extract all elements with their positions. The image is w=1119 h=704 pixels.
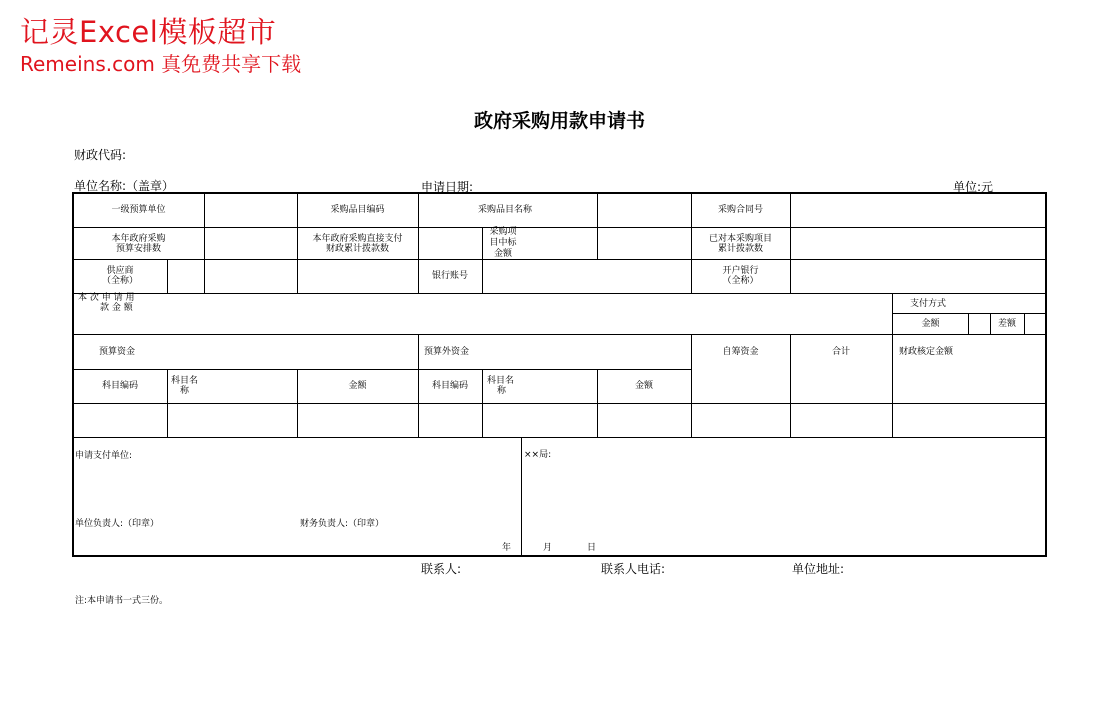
bid-amount-label-1: 采购项 [489, 227, 517, 237]
subject-code-label-2: 科目编码 [431, 381, 468, 391]
annual-budget-label-1: 本年政府采购 [111, 234, 166, 244]
apply-amount-label-2: 款 金 额 [100, 303, 133, 313]
supplier-label-2: （全称） [101, 276, 138, 286]
bank-account-label: 银行账号 [431, 271, 468, 281]
supplier-label-1: 供应商 [106, 266, 134, 276]
bank-label-2: （全称） [722, 276, 759, 286]
unit-label: 单位:元 [953, 180, 994, 194]
approved-amount-label: 财政核定金额 [899, 347, 954, 357]
pay-diff-label: 差额 [997, 319, 1016, 329]
footnote: 注:本申请书一式三份。 [75, 596, 169, 606]
total-label: 合计 [831, 347, 850, 357]
month-label: 月 [543, 543, 553, 553]
bid-amount-label-2: 目中标 [489, 238, 517, 248]
subject-name-label-1b: 称 [180, 386, 190, 396]
apply-amount-label-1: 本 次 申 请 用 [78, 293, 135, 303]
self-raised-label: 自筹资金 [722, 347, 759, 357]
direct-pay-label-1: 本年政府采购直接支付 [312, 234, 403, 244]
bank-label-1: 开户银行 [722, 266, 759, 276]
unit-head-label: 单位负责人:（印章） [75, 519, 160, 529]
contact-phone-label: 联系人电话: [601, 562, 666, 576]
amount-label-2: 金额 [634, 381, 653, 391]
bureau-label: ××局: [524, 450, 552, 460]
contact-label: 联系人: [421, 562, 462, 576]
annual-budget-label-2: 预算安排数 [115, 244, 161, 254]
paid-label-2: 累计拨款数 [717, 244, 763, 254]
extra-budget-label: 预算外资金 [424, 347, 470, 357]
watermark-title: 记灵Excel模板超市 [20, 15, 277, 49]
paid-label-1: 已对本采购项目 [708, 234, 772, 244]
finance-head-label: 财务负责人:（印章） [300, 519, 385, 529]
amount-label-1: 金额 [348, 381, 367, 391]
day-label: 日 [587, 543, 597, 553]
pay-method-label: 支付方式 [910, 299, 947, 309]
pay-amount-label: 金额 [921, 319, 940, 329]
budget-funds-label: 预算资金 [99, 347, 136, 357]
subject-name-label-2a: 科目名 [487, 376, 515, 386]
item-name-label: 采购品目名称 [477, 205, 532, 215]
first-budget-unit-label: 一级预算单位 [111, 205, 166, 215]
item-code-label: 采购品目编码 [330, 205, 385, 215]
contract-no-label: 采购合同号 [717, 205, 763, 215]
subject-name-label-2b: 称 [497, 386, 507, 396]
watermark-subtitle: Remeins.com 真免费共享下载 [20, 52, 302, 76]
bid-amount-label-3: 金额 [493, 249, 512, 259]
finance-code-label: 财政代码: [74, 148, 127, 162]
subject-name-label-1a: 科目名 [171, 376, 199, 386]
apply-date-label: 申请日期: [421, 180, 474, 194]
unit-address-label: 单位地址: [792, 562, 845, 576]
subject-code-label-1: 科目编码 [101, 381, 138, 391]
unit-name-label: 单位名称:（盖章） [74, 179, 175, 193]
apply-unit-label: 申请支付单位: [75, 451, 133, 461]
direct-pay-label-2: 财政累计拨款数 [325, 244, 389, 254]
year-label: 年 [502, 543, 512, 553]
form-title: 政府采购用款申请书 [473, 110, 645, 132]
